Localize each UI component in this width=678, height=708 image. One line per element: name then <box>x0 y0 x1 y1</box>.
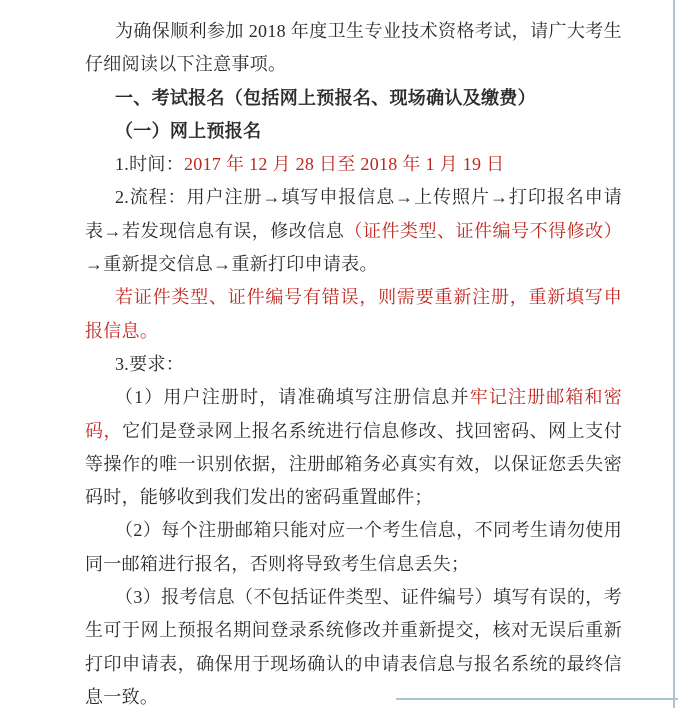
requirement-3 <box>85 581 622 708</box>
item-process <box>85 181 622 281</box>
red-text-segment: （证件类型、证件编号不得修改） <box>344 220 623 241</box>
document-body <box>85 15 622 708</box>
subsection-heading-online-prereg <box>85 115 622 148</box>
text-segment: 它们是登录网上报名系统进行信息修改、找回密码、网上支付等操作的唯一识别依据，注册邮箱务必真实有效，以保证您丢失密码时，能够收到我们发出的密码重置邮件； <box>85 420 622 508</box>
text-segment: 1.时间： <box>115 154 184 175</box>
requirement-2 <box>85 514 622 581</box>
text-segment: （2）每个注册邮箱只能对应一个考生信息，不同考生请勿使用同一邮箱进行报名，否则将导致考生信息丢失； <box>85 520 622 574</box>
red-text-segment: 牢记注册邮箱和密码， <box>85 387 622 441</box>
table-border-right-line <box>673 0 675 708</box>
table-border-bottom-line <box>396 698 678 700</box>
text-segment: →重新提交信息→重新打印申请表。 <box>85 254 378 275</box>
text-segment: 一、考试报名（包括网上预报名、现场确认及缴费） <box>115 87 536 108</box>
text-segment: 2.流程：用户注册→填写申报信息→上传照片→打印报名申请表→若发现信息有误，修改信息 <box>85 187 622 241</box>
section-heading-registration <box>85 82 622 115</box>
requirement-1 <box>85 381 622 514</box>
item-time <box>85 148 622 181</box>
text-segment: （一）网上预报名 <box>115 120 262 141</box>
text-segment: 3.要求： <box>115 353 184 374</box>
intro-paragraph <box>85 15 622 82</box>
red-text-segment: 若证件类型、证件编号有错误，则需要重新注册，重新填写申报信息。 <box>85 287 622 341</box>
text-segment: 为确保顺利参加 2018 年度卫生专业技术资格考试，请广大考生仔细阅读以下注意事项。 <box>85 21 622 75</box>
text-segment: （1）用户注册时，请准确填写注册信息并 <box>115 387 470 408</box>
red-text-segment: 2017 年 12 月 28 日至 2018 年 1 月 19 日 <box>184 154 505 175</box>
item-requirements <box>85 348 622 381</box>
warning-reregister <box>85 281 622 348</box>
text-segment: （3）报考信息（不包括证件类型、证件编号）填写有误的，考生可于网上预报名期间登录系统修改并重新提交，核对无误后重新打印申请表，确保用于现场确认的申请表信息与报名系统的最终信息一致。 <box>85 587 622 707</box>
